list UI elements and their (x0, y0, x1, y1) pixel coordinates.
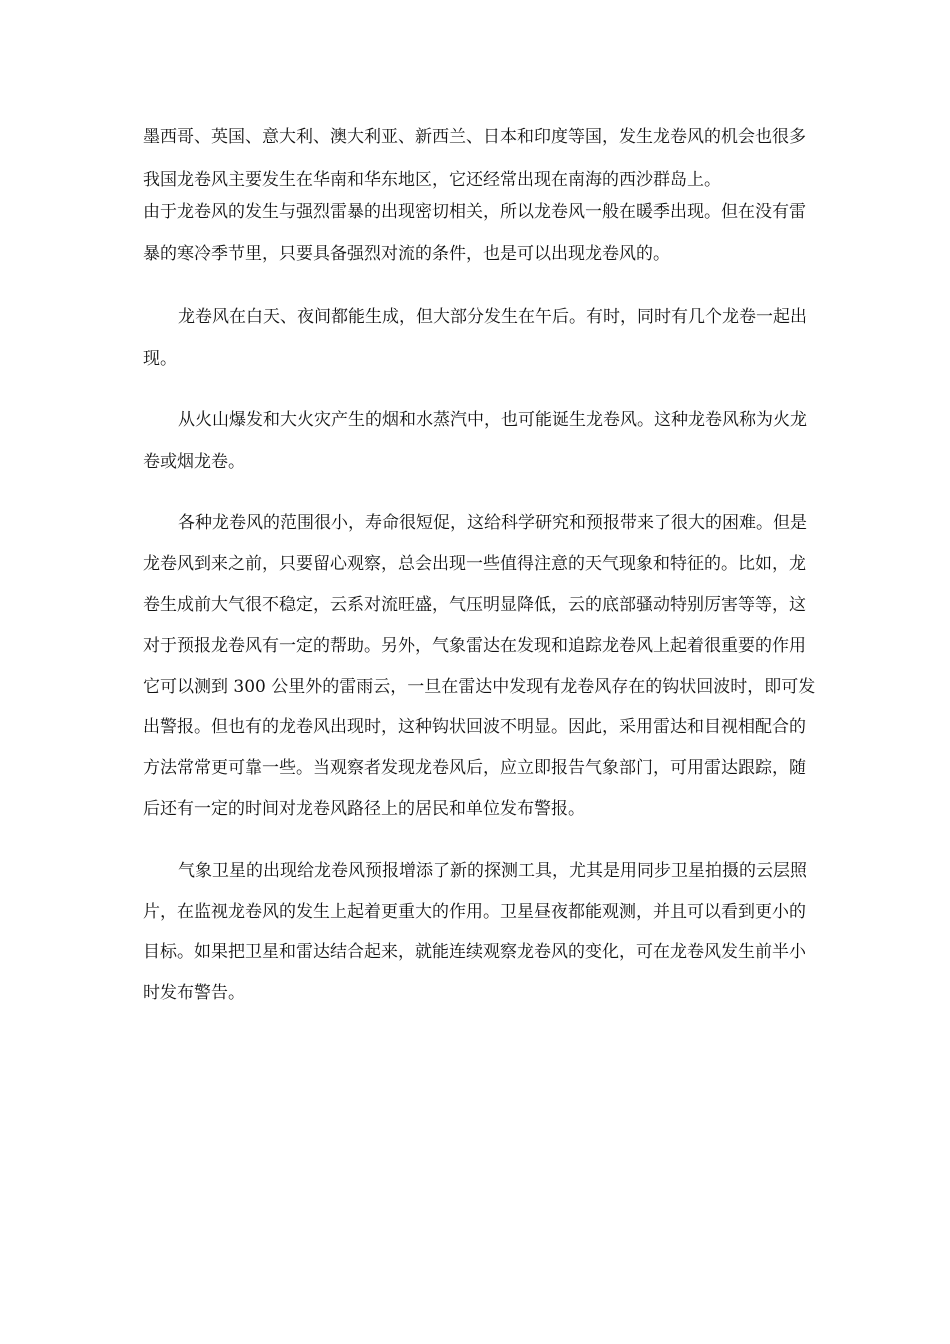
text-line: 龙卷风在白天、夜间都能生成，但大部分发生在午后。有时，同时有几个龙卷一起出 (178, 307, 807, 327)
text-line: 出警报。但也有的龙卷风出现时，这种钩状回波不明显。因此，采用雷达和目视相配合的 (143, 717, 806, 737)
text-line: 卷生成前大气很不稳定，云系对流旺盛，气压明显降低，云的底部骚动特别厉害等等，这 (143, 595, 806, 615)
text-line: 后还有一定的时间对龙卷风路径上的居民和单位发布警报。 (143, 799, 585, 819)
text-line: 方法常常更可靠一些。当观察者发现龙卷风后，应立即报告气象部门，可用雷达跟踪，随 (143, 758, 806, 778)
text-line: 从火山爆发和大火灾产生的烟和水蒸汽中，也可能诞生龙卷风。这种龙卷风称为火龙 (178, 410, 807, 430)
text-line: 对于预报龙卷风有一定的帮助。另外，气象雷达在发现和追踪龙卷风上起着很重要的作用 (143, 636, 806, 656)
text-line: 我国龙卷风主要发生在华南和华东地区，它还经常出现在南海的西沙群岛上。 (143, 170, 721, 190)
text-line: 墨西哥、英国、意大利、澳大利亚、新西兰、日本和印度等国，发生龙卷风的机会也很多 (143, 127, 806, 147)
text-line: 由于龙卷风的发生与强烈雷暴的出现密切相关，所以龙卷风一般在暖季出现。但在没有雷 (143, 202, 806, 222)
text-line: 各种龙卷风的范围很小，寿命很短促，这给科学研究和预报带来了很大的困难。但是 (178, 513, 807, 533)
text-line: 卷或烟龙卷。 (143, 452, 245, 472)
text-line: 时发布警告。 (143, 983, 245, 1003)
text-line: 现。 (143, 349, 177, 369)
text-line: 暴的寒冷季节里，只要具备强烈对流的条件，也是可以出现龙卷风的。 (143, 244, 670, 264)
text-line: 片，在监视龙卷风的发生上起着更重大的作用。卫星昼夜都能观测，并且可以看到更小的 (143, 902, 806, 922)
text-line: 龙卷风到来之前，只要留心观察，总会出现一些值得注意的天气现象和特征的。比如，龙 (143, 554, 806, 574)
text-line: 目标。如果把卫星和雷达结合起来，就能连续观察龙卷风的变化，可在龙卷风发生前半小 (143, 942, 806, 962)
text-line: 气象卫星的出现给龙卷风预报增添了新的探测工具，尤其是用同步卫星拍摄的云层照 (178, 861, 807, 881)
text-line: 它可以测到 300 公里外的雷雨云，一旦在雷达中发现有龙卷风存在的钩状回波时，即可发 (143, 677, 816, 697)
